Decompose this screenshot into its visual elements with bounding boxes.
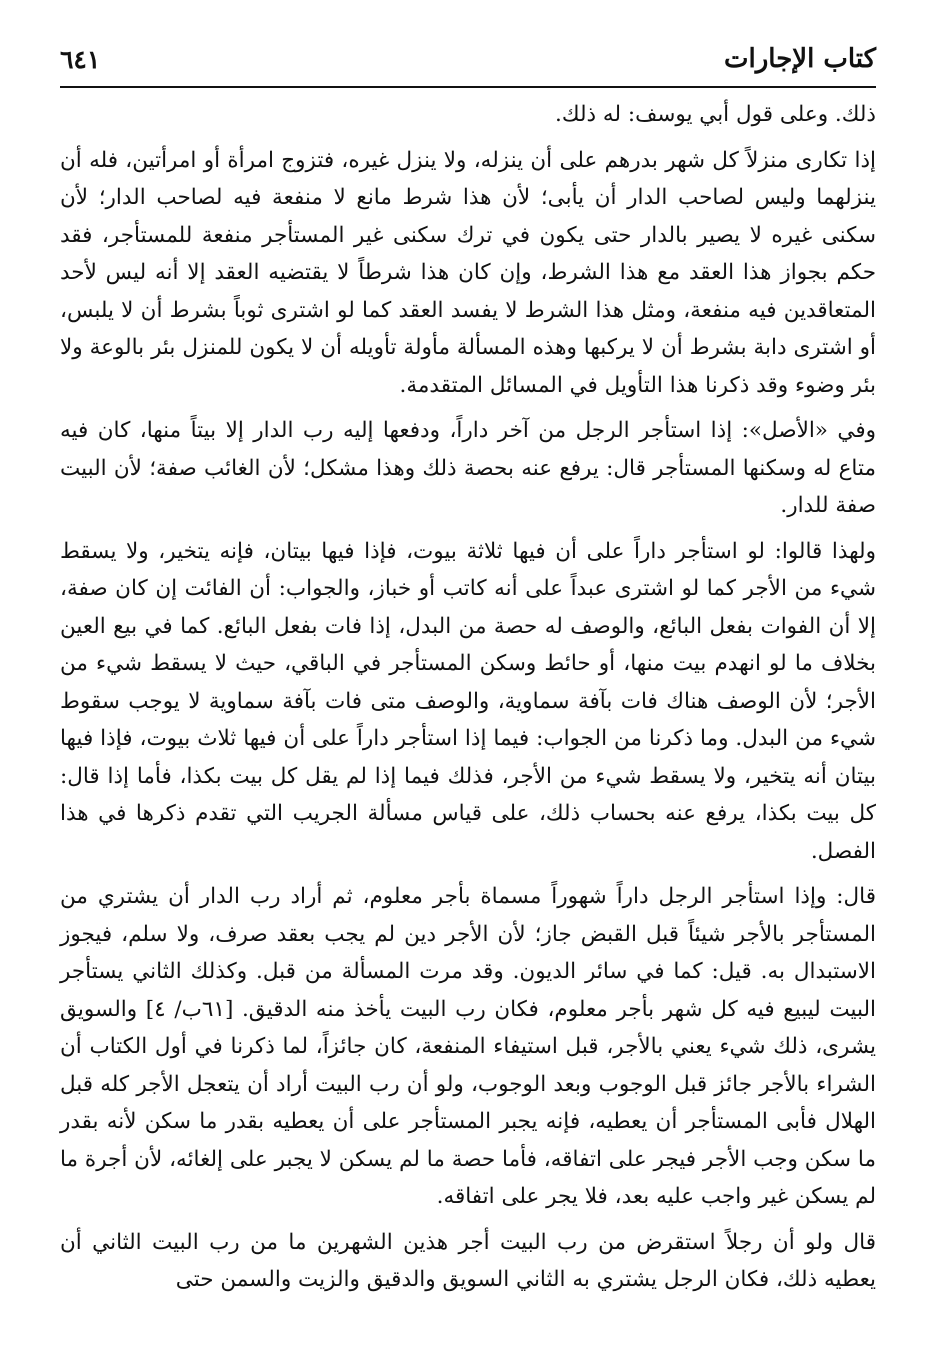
- paragraph-4: ولهذا قالوا: لو استأجر داراً على أن فيها ثلاثة بيوت، فإذا فيها بيتان، فإنه يتخير، ولا يسقط شيء من الأجر كما لو اشترى عبداً على أنه كاتب أو خباز، والجواب: أن الفائت إن كان صفة، إلا أن الفوات بفعل البائع، والوصف له حصة من البدل، إذا فات بفعل البائع. كما في بيع العين بخلاف ما لو انهدم بيت منها، أو حائط وسكن المستأجر في الباقي، حيث لا يسقط شيء من الأجر؛ لأن الوصف هناك فات بآفة سماوية، والوصف متى فات بآفة سماوية لا يوجب سقوط شيء من البدل. وما ذكرنا من الجواب: فيما إذا استأجر داراً على أن فيها ثلاث بيوت، فإذا فيها بيتان أنه يتخير، ولا يسقط شيء من الأجر، فذلك فيما إذا لم يقل كل بيت بكذا، فأما إذا قال: كل بيت بكذا، يرفع عنه بحساب ذلك، على قياس مسألة الجريب التي تقدم ذكرها في هذا الفصل.: [60, 538, 876, 864]
- paragraph-2: إذا تكارى منزلاً كل شهر بدرهم على أن ينزله، ولا ينزل غيره، فتزوج امرأة أو امرأتين، فله أن ينزلهما وليس لصاحب الدار أن يأبى؛ لأن هذا شرط مانع لا منفعة فيه لصاحب الدار؛ لأن سكنى غيره لا يصير بالدار حتى يكون في ترك سكنى غير المستأجر منفعة للمستأجر، فقد حكم بجواز هذا العقد مع هذا الشرط، وإن كان هذا شرطاً لا يقتضيه العقد إلا أنه ليس لأحد المتعاقدين فيه منفعة، ومثل هذا الشرط لا يفسد العقد كما لو اشترى ثوباً بشرط أن لا يلبس، أو اشترى دابة بشرط أن لا يركبها وهذه المسألة مأولة تأويله أن لا يكون للمنزل بئر بالوعة ولا بئر وضوء وقد ذكرنا هذا التأويل في المسائل المتقدمة.: [60, 147, 876, 398]
- page-body: [60, 96, 876, 1299]
- paragraph-6: قال ولو أن رجلاً استقرض من رب البيت أجر هذين الشهرين ما من رب البيت الثاني أن يعطيه ذلك، فكان الرجل يشتري به الثاني السويق والدقيق والزيت والسمن حتى: [60, 1229, 876, 1292]
- page-number: ٦٤١: [60, 44, 101, 74]
- paragraph-3: وفي «الأصل»: إذا استأجر الرجل من آخر داراً، ودفعها إليه رب الدار إلا بيتاً منها، كان فيه متاع له وسكنها المستأجر قال: يرفع عنه بحصة ذلك وهذا مشكل؛ لأن الغائب صفة؛ لأن البيت صفة للدار.: [60, 418, 876, 518]
- page-header: [60, 36, 876, 82]
- paragraph-1: ذلك. وعلى قول أبي يوسف: له ذلك.: [555, 102, 876, 127]
- header-rule: [60, 86, 876, 88]
- paragraph-5: قال: وإذا استأجر الرجل داراً شهوراً مسماة بأجر معلوم، ثم أراد رب الدار أن يشتري من المستأجر بالأجر شيئاً قبل القبض جاز؛ لأن الأجر دين لم يجب بعقد صرف، ولا سلم، فيجوز الاستبدال به. قيل: كما في سائر الديون. وقد مرت المسألة من قبل. وكذلك الثاني يستأجر البيت ليبيع فيه كل شهر بأجر معلوم، فكان رب البيت يأخذ منه الدقيق. [٦١ب/ ٤] والسويق يشرى، ذلك شيء يعني بالأجر، قبل استيفاء المنفعة، كان جائزاً، لما ذكرنا في أول الكتاب أن الشراء بالأجر جائز قبل الوجوب وبعد الوجوب، ولو أن رب البيت أراد أن يتعجل الأجر كله قبل الهلال فأبى المستأجر أن يعطيه، فإنه يجبر المستأجر على أن يعطيه بقدر ما سكن لأنه بقدر ما سكن وجب الأجر فيجر على اتفاقه، فأما حصة ما لم يسكن لا يجبر على إلغائه، لأن أجرة ما لم يسكن غير واجب عليه بعد، فلا يجر على اتفاقه.: [60, 884, 876, 1209]
- running-title: كتاب الإجارات: [724, 44, 876, 74]
